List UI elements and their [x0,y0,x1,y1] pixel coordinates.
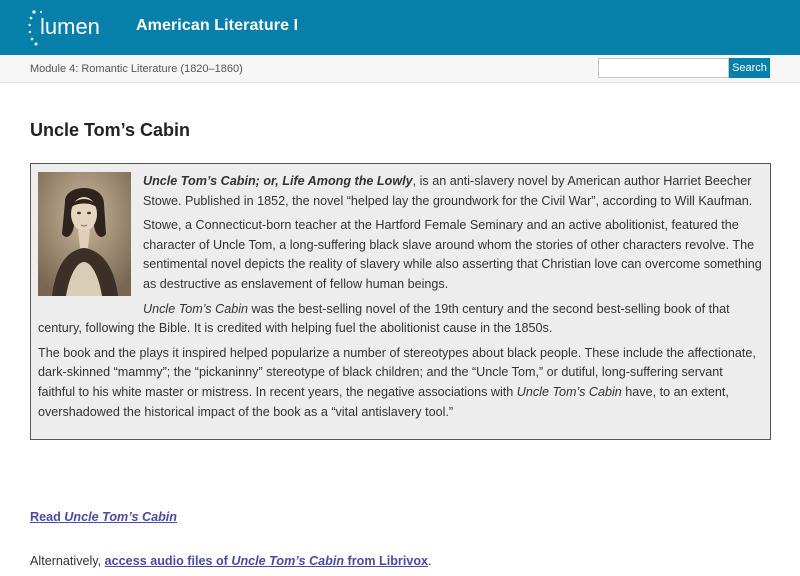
module-bar [0,55,800,83]
lumen-logo[interactable] [28,9,112,47]
audio-link-title[interactable]: Uncle Tom’s Cabin [231,554,345,568]
svg-text:lumen: lumen [40,14,100,39]
alt-prefix: Alternatively, [30,554,105,568]
search-button[interactable]: Search [729,58,770,78]
paragraph-stereotypes [38,344,762,422]
audio-link-text-b[interactable]: from Librivox [344,554,429,568]
read-book-link[interactable] [30,510,177,524]
paragraph-intro [38,172,762,211]
audio-files-line [30,554,432,568]
stereotypes-text-a: The book and the plays it inspired helped popularize a number of stereotypes about black people. These include the affectionate, dark-skinned “mammy”; the “pickaninny” stereotype of black children; and the “Uncle Tom,” or dutiful, long-suffering servant faithful to his white master or mistress. In recent years, the negative associations with [38,345,756,399]
search-input[interactable] [598,58,729,78]
bestseller-text: was the best-selling novel of the 19th century and the second best-selling book of that century, following the Bible. It is credited with helping fuel the abolitionist cause in the 1850s. [38,301,730,336]
read-link-prefix[interactable]: Read [30,510,65,524]
paragraph-stowe: Stowe, a Connecticut-born teacher at the Hartford Female Seminary and an active abolitionist, featured the character of Uncle Tom, a long-suffering black slave around whom the stories of other characters revolve. The sentimental novel depicts the reality of slavery while also asserting that Christian love can overcome something as destructive as enslavement of fellow human beings. [143,218,762,291]
audio-link-text-a[interactable]: access audio files of [104,554,232,568]
book-title-inline: Uncle Tom’s Cabin [143,301,248,316]
top-header [0,0,800,55]
read-link-title[interactable]: Uncle Tom’s Cabin [64,510,177,524]
intro-text: , is an anti-slavery novel by American author Harriet Beecher Stowe. Published in 1852, the novel “helped lay the groundwork for the Civil War”, according to Will Kaufman. [143,174,753,208]
alt-suffix: . [428,554,432,568]
summary-box [30,163,771,440]
librivox-audio-link[interactable] [105,554,428,568]
course-title[interactable]: American Literature I [136,17,299,34]
author-portrait [38,172,131,296]
paragraph-bestseller [38,300,762,339]
page-title: Uncle Tom’s Cabin [30,120,191,140]
book-title-inline-2: Uncle Tom’s Cabin [516,384,622,399]
book-title-full: Uncle Tom’s Cabin; or, Life Among the Lowly [143,174,413,188]
stereotypes-text-b: have, to an extent, overshadowed the historical impact of the book as a “vital antislavery tool.” [38,384,729,419]
breadcrumb[interactable]: Module 4: Romantic Literature (1820–1860) [30,63,243,75]
